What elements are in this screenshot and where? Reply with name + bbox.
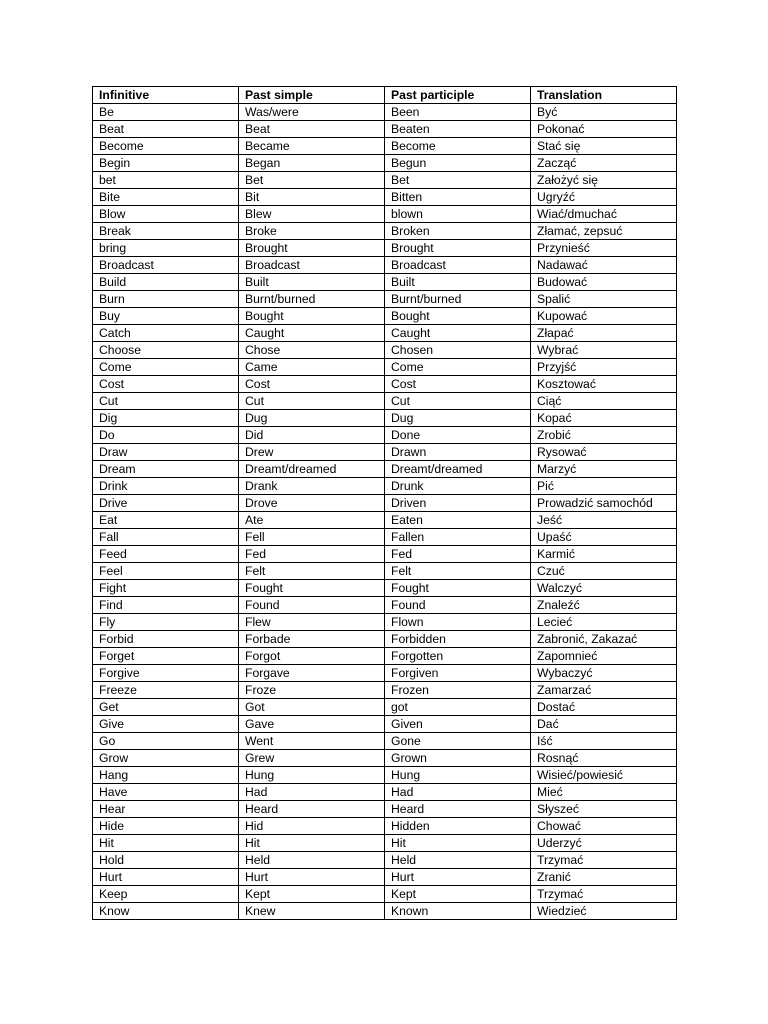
- table-row: [93, 682, 677, 699]
- cell-past-participle: Caught: [385, 325, 531, 342]
- cell-past-simple: Became: [239, 138, 385, 155]
- cell-past-simple: Brought: [239, 240, 385, 257]
- cell-translation: Nadawać: [531, 257, 677, 274]
- cell-infinitive: Catch: [93, 325, 239, 342]
- cell-past-participle: Bought: [385, 308, 531, 325]
- cell-past-simple: Dug: [239, 410, 385, 427]
- cell-translation: Upaść: [531, 529, 677, 546]
- cell-translation: Wybrać: [531, 342, 677, 359]
- table-row: [93, 495, 677, 512]
- cell-past-simple: Got: [239, 699, 385, 716]
- cell-infinitive: Forget: [93, 648, 239, 665]
- table-row: [93, 410, 677, 427]
- table-row: [93, 886, 677, 903]
- table-row: [93, 342, 677, 359]
- cell-past-participle: Fought: [385, 580, 531, 597]
- cell-infinitive: Forbid: [93, 631, 239, 648]
- cell-past-simple: Cut: [239, 393, 385, 410]
- header-infinitive: Infinitive: [93, 87, 239, 104]
- cell-infinitive: Broadcast: [93, 257, 239, 274]
- cell-infinitive: Choose: [93, 342, 239, 359]
- cell-past-participle: Chosen: [385, 342, 531, 359]
- header-past-simple: Past simple: [239, 87, 385, 104]
- cell-infinitive: Hang: [93, 767, 239, 784]
- cell-infinitive: Break: [93, 223, 239, 240]
- cell-past-participle: Been: [385, 104, 531, 121]
- cell-translation: Stać się: [531, 138, 677, 155]
- cell-translation: Kopać: [531, 410, 677, 427]
- cell-past-participle: Fed: [385, 546, 531, 563]
- table-row: [93, 733, 677, 750]
- cell-past-participle: Burnt/burned: [385, 291, 531, 308]
- table-row: [93, 189, 677, 206]
- table-row: [93, 767, 677, 784]
- cell-infinitive: Drive: [93, 495, 239, 512]
- table-row: [93, 257, 677, 274]
- cell-infinitive: Hear: [93, 801, 239, 818]
- cell-past-participle: Bitten: [385, 189, 531, 206]
- cell-translation: Pić: [531, 478, 677, 495]
- cell-infinitive: Forgive: [93, 665, 239, 682]
- cell-past-participle: Hit: [385, 835, 531, 852]
- cell-past-participle: Drunk: [385, 478, 531, 495]
- cell-past-participle: Beaten: [385, 121, 531, 138]
- cell-past-participle: Become: [385, 138, 531, 155]
- cell-past-participle: Gone: [385, 733, 531, 750]
- cell-past-simple: Fought: [239, 580, 385, 597]
- table-row: [93, 172, 677, 189]
- table-row: [93, 359, 677, 376]
- cell-past-participle: Begun: [385, 155, 531, 172]
- table-row: [93, 121, 677, 138]
- table-row: [93, 665, 677, 682]
- cell-past-simple: Bet: [239, 172, 385, 189]
- cell-past-simple: Felt: [239, 563, 385, 580]
- cell-past-participle: Come: [385, 359, 531, 376]
- cell-past-participle: Felt: [385, 563, 531, 580]
- cell-past-simple: Drew: [239, 444, 385, 461]
- cell-past-simple: Beat: [239, 121, 385, 138]
- cell-translation: Zacząć: [531, 155, 677, 172]
- irregular-verbs-table: [92, 86, 677, 920]
- table-row: [93, 206, 677, 223]
- cell-translation: Złapać: [531, 325, 677, 342]
- table-row: [93, 393, 677, 410]
- cell-past-simple: Gave: [239, 716, 385, 733]
- table-row: [93, 529, 677, 546]
- cell-infinitive: Have: [93, 784, 239, 801]
- cell-past-simple: Knew: [239, 903, 385, 920]
- cell-past-simple: Flew: [239, 614, 385, 631]
- cell-infinitive: bring: [93, 240, 239, 257]
- cell-past-simple: Kept: [239, 886, 385, 903]
- cell-past-simple: Blew: [239, 206, 385, 223]
- table-row: [93, 699, 677, 716]
- header-past-participle: Past participle: [385, 87, 531, 104]
- cell-past-participle: Forgotten: [385, 648, 531, 665]
- table-body: [93, 104, 677, 920]
- cell-past-simple: Caught: [239, 325, 385, 342]
- cell-infinitive: Bite: [93, 189, 239, 206]
- cell-infinitive: Get: [93, 699, 239, 716]
- table-row: [93, 274, 677, 291]
- table-row: [93, 325, 677, 342]
- cell-translation: Budować: [531, 274, 677, 291]
- cell-past-simple: Came: [239, 359, 385, 376]
- table-row: [93, 104, 677, 121]
- cell-infinitive: Fall: [93, 529, 239, 546]
- cell-past-participle: Hidden: [385, 818, 531, 835]
- cell-infinitive: Find: [93, 597, 239, 614]
- cell-translation: Słyszeć: [531, 801, 677, 818]
- table-row: [93, 223, 677, 240]
- table-row: [93, 818, 677, 835]
- cell-past-participle: Bet: [385, 172, 531, 189]
- cell-translation: Dostać: [531, 699, 677, 716]
- cell-infinitive: Buy: [93, 308, 239, 325]
- cell-translation: Ciąć: [531, 393, 677, 410]
- cell-infinitive: Keep: [93, 886, 239, 903]
- cell-translation: Wisieć/powiesić: [531, 767, 677, 784]
- cell-translation: Być: [531, 104, 677, 121]
- cell-translation: Jeść: [531, 512, 677, 529]
- table-row: [93, 546, 677, 563]
- cell-infinitive: Dig: [93, 410, 239, 427]
- cell-past-simple: Fed: [239, 546, 385, 563]
- cell-infinitive: Become: [93, 138, 239, 155]
- cell-infinitive: Fly: [93, 614, 239, 631]
- cell-translation: Zapomnieć: [531, 648, 677, 665]
- cell-translation: Pokonać: [531, 121, 677, 138]
- cell-infinitive: Draw: [93, 444, 239, 461]
- cell-infinitive: Feed: [93, 546, 239, 563]
- table-row: [93, 597, 677, 614]
- cell-past-simple: Did: [239, 427, 385, 444]
- cell-past-participle: Brought: [385, 240, 531, 257]
- cell-infinitive: Fight: [93, 580, 239, 597]
- cell-past-simple: Cost: [239, 376, 385, 393]
- cell-translation: Rosnąć: [531, 750, 677, 767]
- cell-past-participle: Grown: [385, 750, 531, 767]
- table-row: [93, 427, 677, 444]
- cell-infinitive: Come: [93, 359, 239, 376]
- table-row: [93, 750, 677, 767]
- cell-translation: Ugryźć: [531, 189, 677, 206]
- cell-infinitive: Eat: [93, 512, 239, 529]
- table-row: [93, 631, 677, 648]
- cell-infinitive: Feel: [93, 563, 239, 580]
- cell-past-simple: Built: [239, 274, 385, 291]
- cell-past-participle: Forgiven: [385, 665, 531, 682]
- cell-past-participle: Hung: [385, 767, 531, 784]
- cell-translation: Kosztować: [531, 376, 677, 393]
- cell-translation: Chować: [531, 818, 677, 835]
- cell-past-simple: Dreamt/dreamed: [239, 461, 385, 478]
- table-row: [93, 240, 677, 257]
- table-row: [93, 784, 677, 801]
- cell-translation: Karmić: [531, 546, 677, 563]
- cell-infinitive: Hide: [93, 818, 239, 835]
- cell-translation: Zamarzać: [531, 682, 677, 699]
- cell-past-simple: Heard: [239, 801, 385, 818]
- cell-translation: Lecieć: [531, 614, 677, 631]
- cell-past-participle: Cost: [385, 376, 531, 393]
- cell-past-participle: got: [385, 699, 531, 716]
- cell-infinitive: Cut: [93, 393, 239, 410]
- table-row: [93, 716, 677, 733]
- cell-past-simple: Grew: [239, 750, 385, 767]
- cell-past-participle: Flown: [385, 614, 531, 631]
- cell-infinitive: Hold: [93, 852, 239, 869]
- cell-past-participle: Found: [385, 597, 531, 614]
- table-row: [93, 376, 677, 393]
- cell-past-simple: Began: [239, 155, 385, 172]
- cell-past-participle: Built: [385, 274, 531, 291]
- cell-translation: Znaleźć: [531, 597, 677, 614]
- cell-translation: Rysować: [531, 444, 677, 461]
- cell-past-participle: Kept: [385, 886, 531, 903]
- cell-infinitive: Freeze: [93, 682, 239, 699]
- cell-translation: Marzyć: [531, 461, 677, 478]
- cell-translation: Trzymać: [531, 886, 677, 903]
- cell-past-participle: Done: [385, 427, 531, 444]
- cell-past-participle: Held: [385, 852, 531, 869]
- table-row: [93, 903, 677, 920]
- cell-translation: Trzymać: [531, 852, 677, 869]
- table-row: [93, 852, 677, 869]
- table-header-row: [93, 87, 677, 104]
- cell-past-simple: Hurt: [239, 869, 385, 886]
- cell-past-simple: Found: [239, 597, 385, 614]
- table-row: [93, 835, 677, 852]
- cell-past-simple: Forbade: [239, 631, 385, 648]
- table-row: [93, 155, 677, 172]
- cell-translation: Założyć się: [531, 172, 677, 189]
- cell-translation: Wybaczyć: [531, 665, 677, 682]
- cell-past-simple: Chose: [239, 342, 385, 359]
- cell-translation: Prowadzić samochód: [531, 495, 677, 512]
- cell-past-participle: Had: [385, 784, 531, 801]
- cell-past-simple: Held: [239, 852, 385, 869]
- cell-infinitive: Blow: [93, 206, 239, 223]
- cell-translation: Uderzyć: [531, 835, 677, 852]
- cell-translation: Przynieść: [531, 240, 677, 257]
- cell-past-simple: Ate: [239, 512, 385, 529]
- cell-infinitive: Go: [93, 733, 239, 750]
- cell-past-simple: Was/were: [239, 104, 385, 121]
- cell-infinitive: Do: [93, 427, 239, 444]
- cell-past-simple: Hung: [239, 767, 385, 784]
- cell-past-participle: Broken: [385, 223, 531, 240]
- cell-past-simple: Hid: [239, 818, 385, 835]
- cell-past-participle: Hurt: [385, 869, 531, 886]
- cell-translation: Spalić: [531, 291, 677, 308]
- cell-past-participle: Drawn: [385, 444, 531, 461]
- cell-past-participle: Fallen: [385, 529, 531, 546]
- cell-past-participle: blown: [385, 206, 531, 223]
- cell-infinitive: Grow: [93, 750, 239, 767]
- cell-translation: Złamać, zepsuć: [531, 223, 677, 240]
- cell-infinitive: Drink: [93, 478, 239, 495]
- cell-past-simple: Forgot: [239, 648, 385, 665]
- cell-translation: Walczyć: [531, 580, 677, 597]
- cell-past-simple: Bought: [239, 308, 385, 325]
- cell-past-simple: Drove: [239, 495, 385, 512]
- cell-translation: Iść: [531, 733, 677, 750]
- cell-infinitive: Burn: [93, 291, 239, 308]
- cell-past-simple: Drank: [239, 478, 385, 495]
- cell-translation: Zrobić: [531, 427, 677, 444]
- table-row: [93, 291, 677, 308]
- cell-past-participle: Forbidden: [385, 631, 531, 648]
- cell-past-simple: Froze: [239, 682, 385, 699]
- cell-past-participle: Cut: [385, 393, 531, 410]
- table-row: [93, 444, 677, 461]
- cell-past-simple: Forgave: [239, 665, 385, 682]
- header-translation: Translation: [531, 87, 677, 104]
- cell-past-simple: Went: [239, 733, 385, 750]
- cell-past-simple: Had: [239, 784, 385, 801]
- cell-past-simple: Burnt/burned: [239, 291, 385, 308]
- cell-translation: Wiać/dmuchać: [531, 206, 677, 223]
- cell-infinitive: bet: [93, 172, 239, 189]
- cell-past-participle: Driven: [385, 495, 531, 512]
- cell-infinitive: Begin: [93, 155, 239, 172]
- cell-translation: Wiedzieć: [531, 903, 677, 920]
- cell-past-participle: Frozen: [385, 682, 531, 699]
- table-row: [93, 512, 677, 529]
- cell-past-participle: Given: [385, 716, 531, 733]
- cell-past-participle: Eaten: [385, 512, 531, 529]
- cell-infinitive: Cost: [93, 376, 239, 393]
- cell-infinitive: Beat: [93, 121, 239, 138]
- table-row: [93, 563, 677, 580]
- cell-translation: Przyjść: [531, 359, 677, 376]
- cell-past-participle: Dug: [385, 410, 531, 427]
- cell-past-participle: Known: [385, 903, 531, 920]
- cell-past-simple: Fell: [239, 529, 385, 546]
- cell-past-simple: Hit: [239, 835, 385, 852]
- cell-translation: Czuć: [531, 563, 677, 580]
- cell-translation: Zranić: [531, 869, 677, 886]
- cell-infinitive: Give: [93, 716, 239, 733]
- cell-translation: Dać: [531, 716, 677, 733]
- cell-infinitive: Hurt: [93, 869, 239, 886]
- cell-past-simple: Bit: [239, 189, 385, 206]
- table-row: [93, 461, 677, 478]
- table-row: [93, 478, 677, 495]
- cell-infinitive: Build: [93, 274, 239, 291]
- cell-past-participle: Broadcast: [385, 257, 531, 274]
- cell-past-simple: Broadcast: [239, 257, 385, 274]
- cell-translation: Kupować: [531, 308, 677, 325]
- table-row: [93, 869, 677, 886]
- table-row: [93, 801, 677, 818]
- cell-translation: Zabronić, Zakazać: [531, 631, 677, 648]
- table-row: [93, 614, 677, 631]
- cell-infinitive: Know: [93, 903, 239, 920]
- cell-infinitive: Be: [93, 104, 239, 121]
- cell-infinitive: Hit: [93, 835, 239, 852]
- cell-infinitive: Dream: [93, 461, 239, 478]
- table-row: [93, 308, 677, 325]
- cell-past-participle: Dreamt/dreamed: [385, 461, 531, 478]
- cell-past-simple: Broke: [239, 223, 385, 240]
- cell-past-participle: Heard: [385, 801, 531, 818]
- table-row: [93, 648, 677, 665]
- cell-translation: Mieć: [531, 784, 677, 801]
- table-row: [93, 138, 677, 155]
- table-row: [93, 580, 677, 597]
